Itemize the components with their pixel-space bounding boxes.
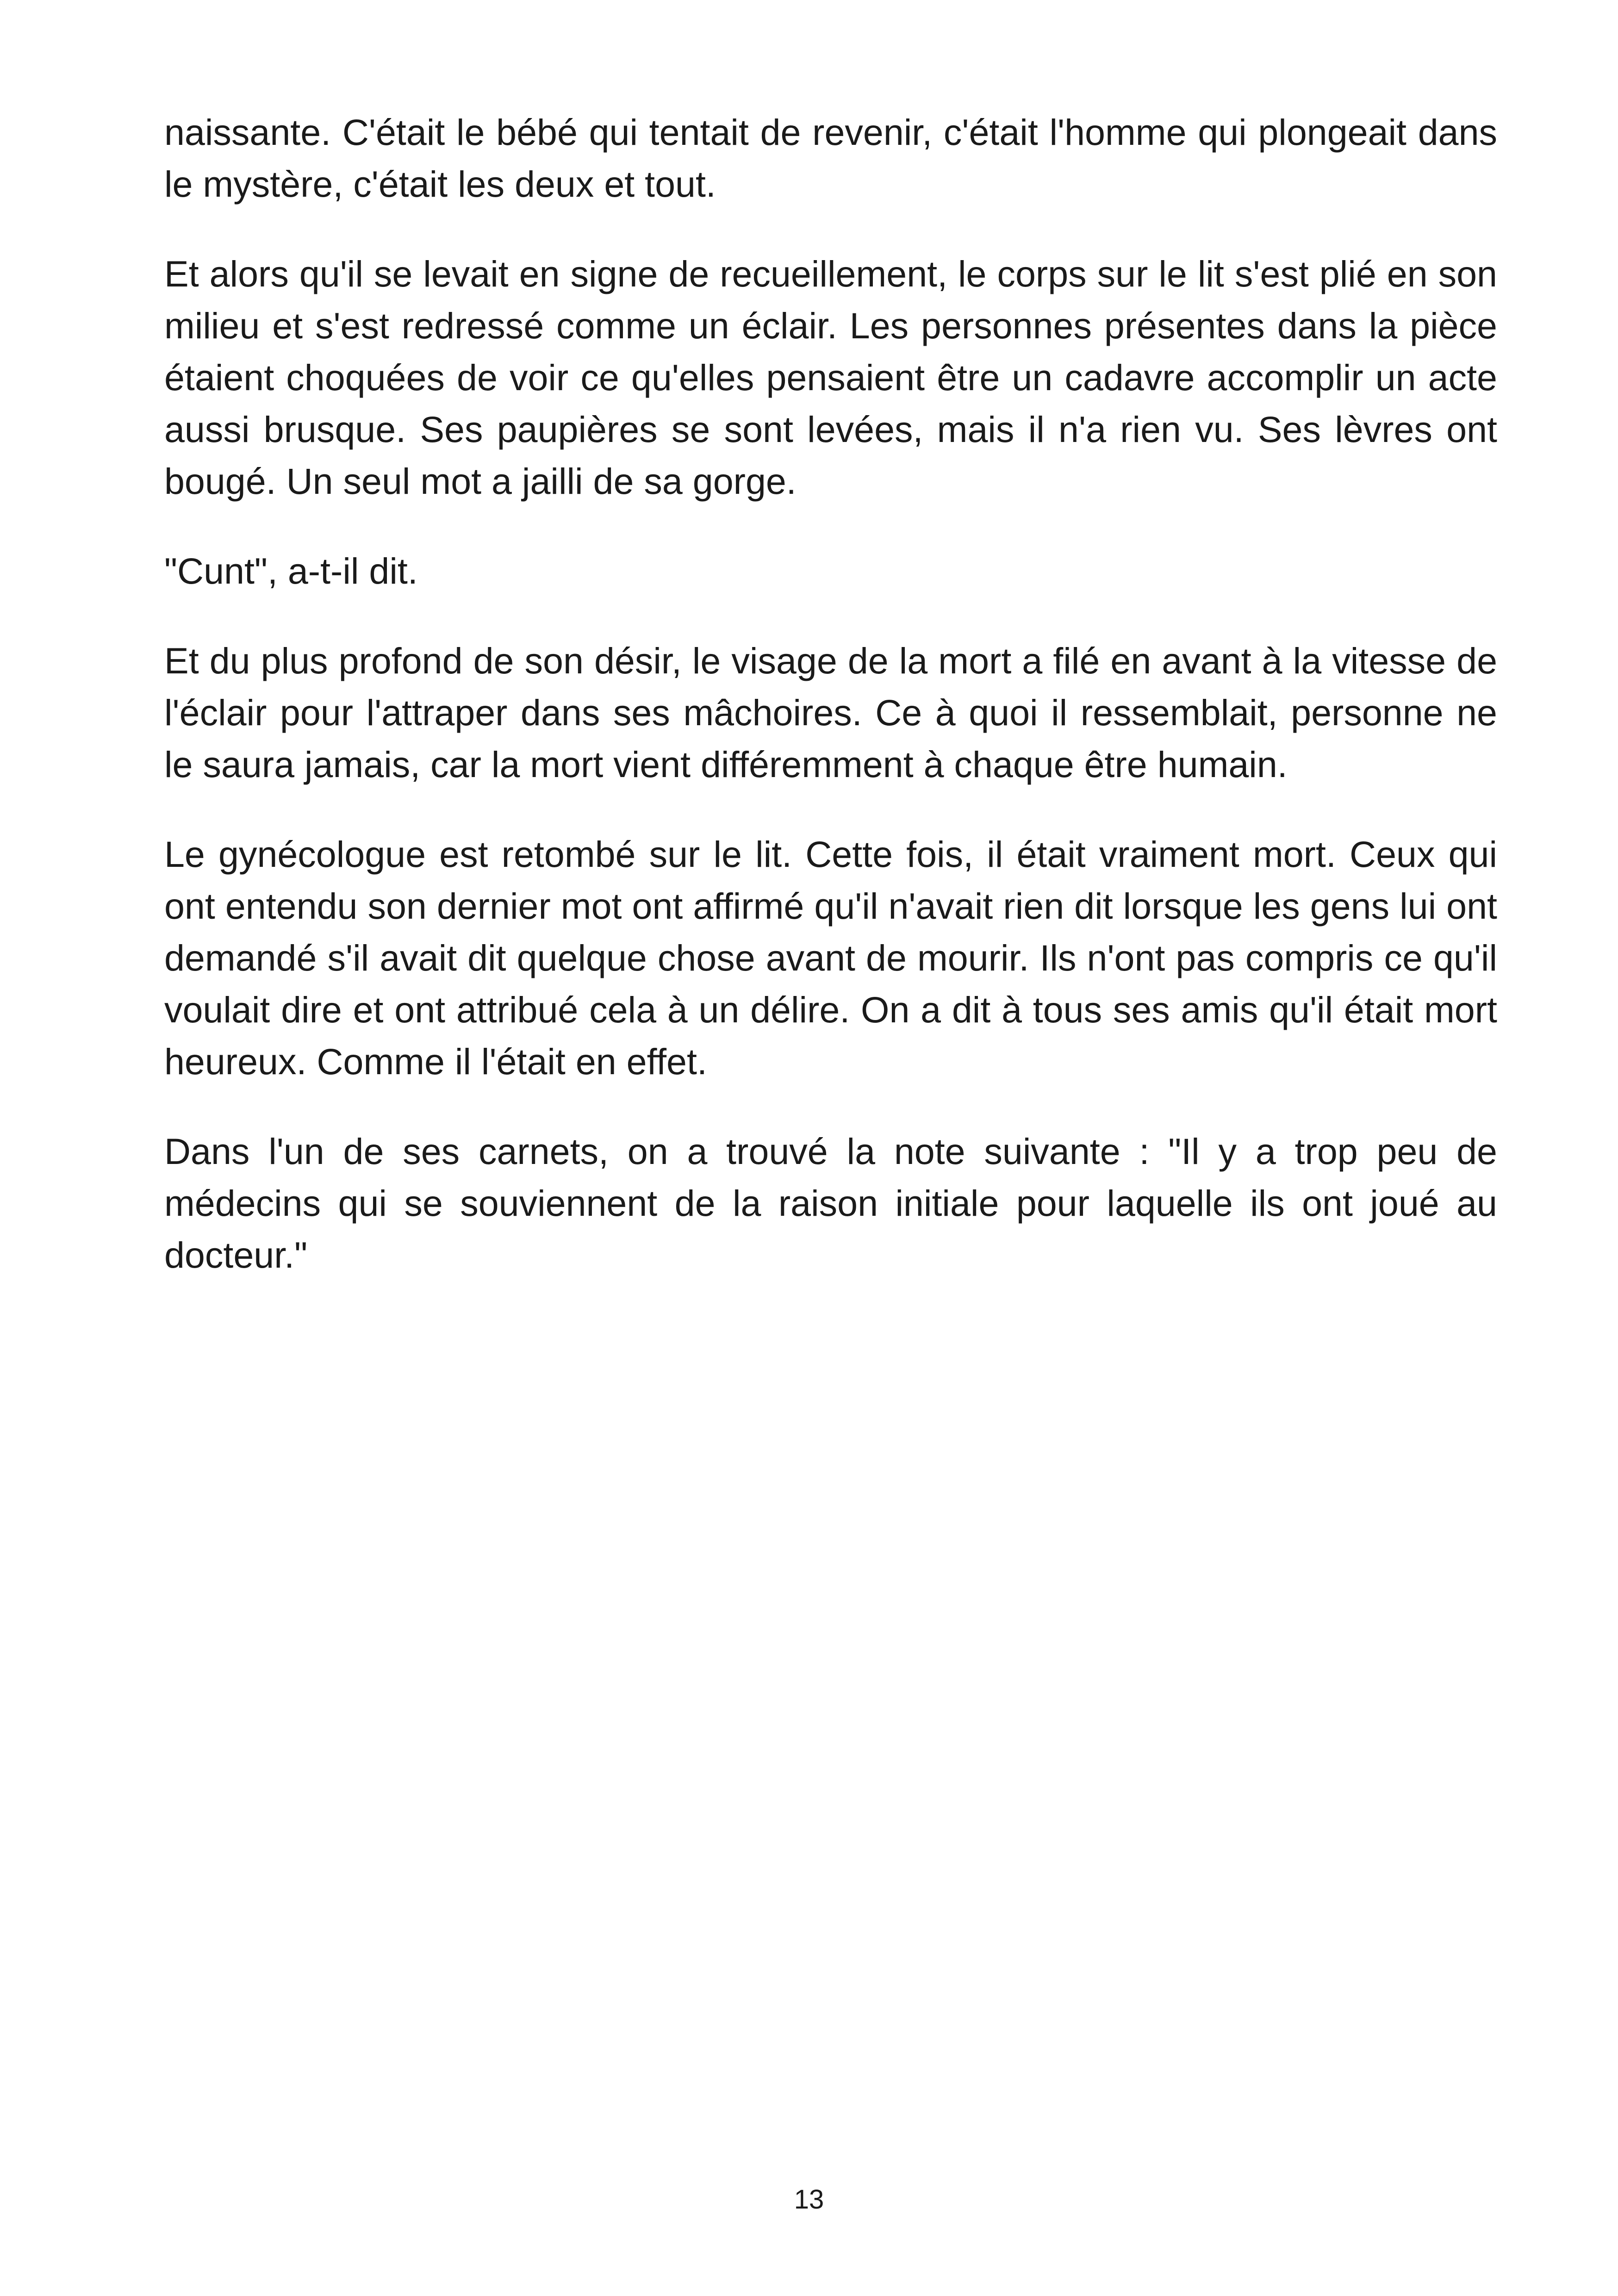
paragraph-6: Dans l'un de ses carnets, on a trouvé la note suivante : "Il y a trop peu de médecins qui se souviennent de la raison initiale pour laquelle ils ont joué au docteur." xyxy=(164,1131,1497,1276)
paragraph-1: naissante. C'était le bébé qui tentait de revenir, c'était l'homme qui plongeait dans le mystère, c'était les deux et tout. xyxy=(164,112,1497,205)
paragraph-2: Et alors qu'il se levait en signe de recueillement, le corps sur le lit s'est plié en son milieu et s'est redressé comme un éclair. Les personnes présentes dans la pièce étaient choquées de voir ce qu'elles pensaient être un cadavre accomplir un acte aussi brusque. Ses paupières se sont levées, mais il n'a rien vu. Ses lèvres ont bougé. Un seul mot a jailli de sa gorge. xyxy=(164,253,1497,502)
paragraph-4: Et du plus profond de son désir, le visage de la mort a filé en avant à la vitesse de l'éclair pour l'attraper dans ses mâchoires. Ce à quoi il ressemblait, personne ne le saura jamais, car la mort vient différemment à chaque être humain. xyxy=(164,640,1497,785)
page-number: 13 xyxy=(794,2184,824,2215)
paragraph-5: Le gynécologue est retombé sur le lit. Cette fois, il était vraiment mort. Ceux qui ont entendu son dernier mot ont affirmé qu'il n'avait rien dit lorsque les gens lui ont demandé s'il avait dit quelque chose avant de mourir. Ils n'ont pas compris ce qu'il voulait dire et ont attribué cela à un délire. On a dit à tous ses amis qu'il était mort heureux. Comme il l'était en effet. xyxy=(164,834,1497,1082)
body-text xyxy=(164,106,1497,1319)
paragraph-3: "Cunt", a-t-il dit. xyxy=(164,550,418,591)
